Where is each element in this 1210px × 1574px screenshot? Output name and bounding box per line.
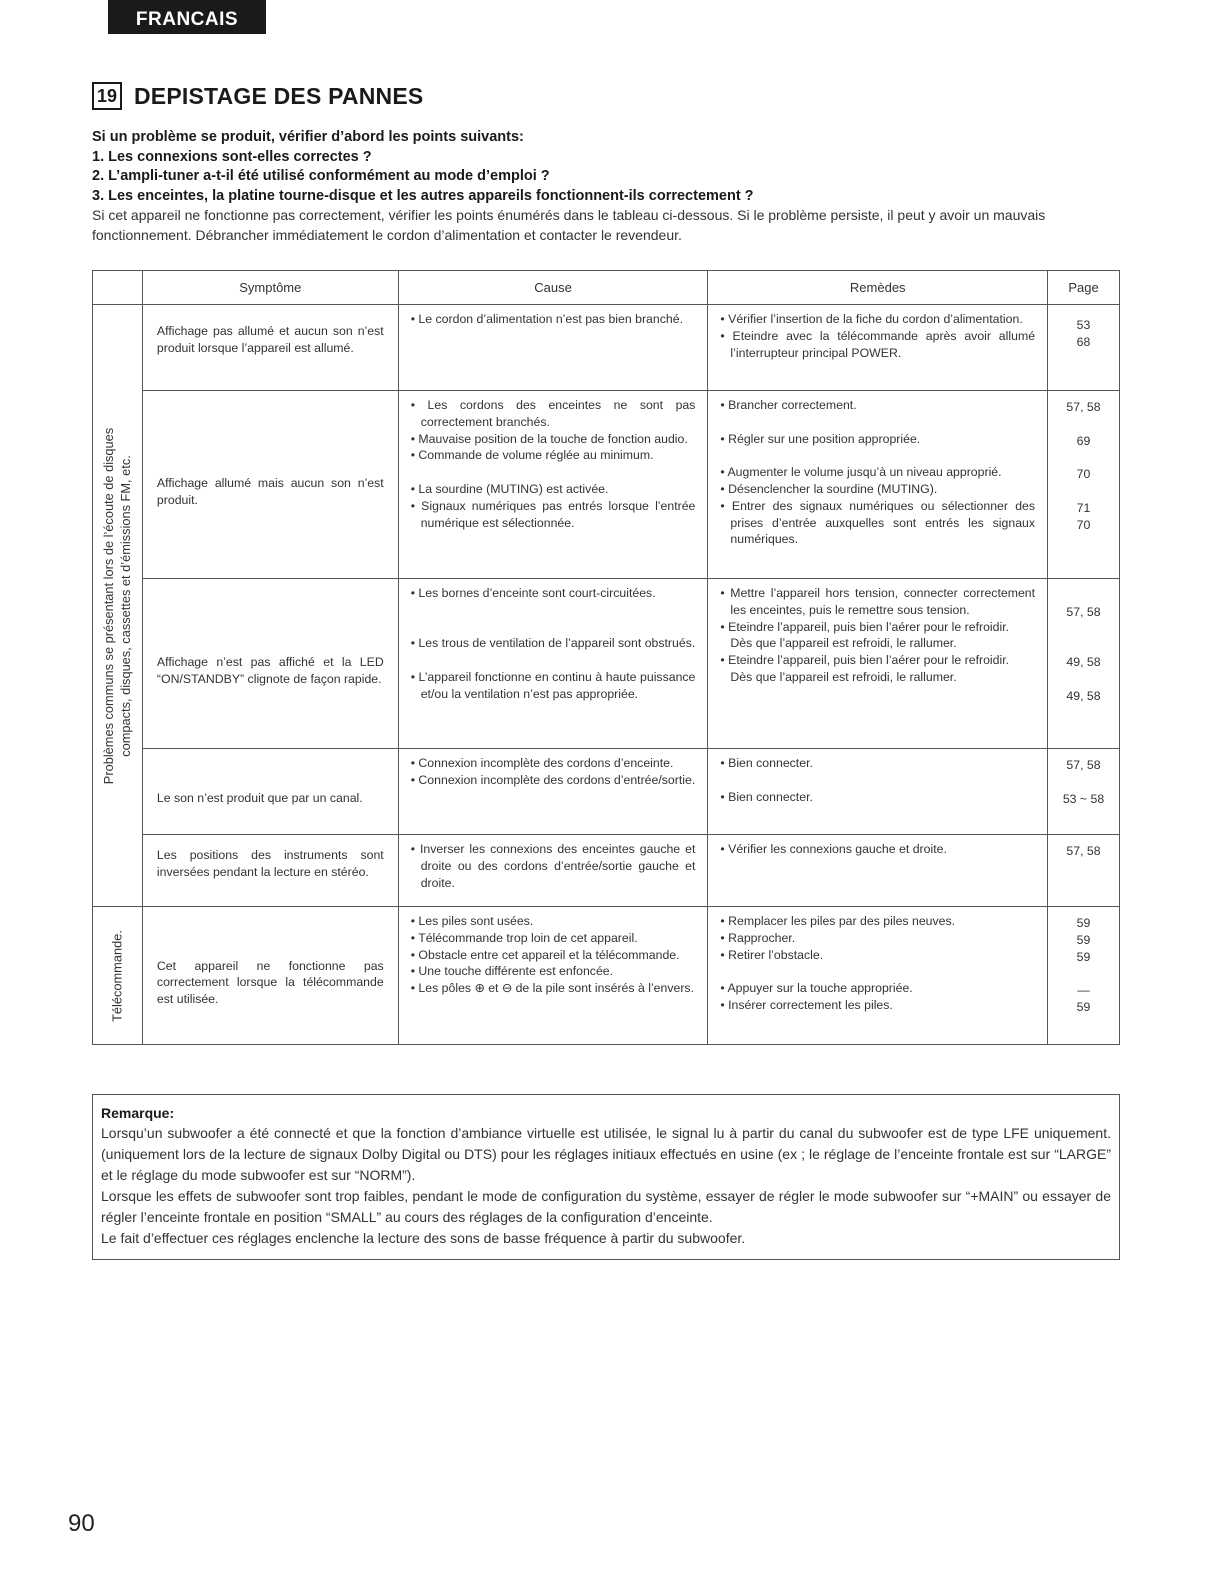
symptom-cell: Cet appareil ne fonctionne pas correctement lorsque la télécommande est utilisée. — [142, 907, 398, 1045]
table-row — [93, 907, 1120, 1045]
troubleshooting-table — [92, 270, 1120, 1045]
intro-lead: Si un problème se produit, vérifier d’abord les points suivants: — [92, 129, 524, 145]
page-cell — [1048, 579, 1120, 749]
category-common-line1: Problèmes communs se présentant lors de l’écoute de disques — [101, 427, 117, 784]
remedy-item: • Régler sur une position appropriée. — [720, 431, 921, 446]
page-number: 90 — [68, 1510, 95, 1537]
page-ref: 70 — [1076, 517, 1091, 532]
page-ref: 59 — [1076, 932, 1091, 947]
section-title: DEPISTAGE DES PANNES — [134, 82, 424, 109]
page-ref: 68 — [1076, 334, 1091, 349]
remedy-item: • Insérer correctement les piles. — [720, 997, 893, 1012]
cause-item: • Inverser les connexions des enceintes gauche et droite ou des cordons d’entrée/sortie gauche et droite. — [410, 842, 696, 890]
remedy-item: • Augmenter le volume jusqu’à un niveau approprié. — [720, 465, 1002, 480]
symptom-cell: Le son n’est produit que par un canal. — [142, 749, 398, 835]
remark-paragraph-2: Lorsque les effets de subwoofer sont trop faibles, pendant le mode de configuration du système, essayer de régler le mode subwoofer sur “+MAIN” ou essayer de régler l’enceinte frontale en position “SMALL” au cours des réglages de la configuration d’enceinte. — [101, 1188, 1111, 1225]
remark-paragraph-1: Lorsqu’un subwoofer a été connecté et que la fonction d’ambiance virtuelle est utilisée, le signal lu à partir du canal du subwoofer est de type LFE uniquement. (uniquement lors de la lecture de signaux Dolby Digital ou DTS) pour les réglages initiaux effectués en usine (ex ; le réglage de l’enceinte frontale est sur “LARGE” et le réglage du mode subwoofer est sur “NORM”). — [101, 1125, 1111, 1183]
cause-cell — [398, 391, 708, 579]
cause-item: • Une touche différente est enfoncée. — [410, 964, 614, 979]
page-ref: 57, 58 — [1066, 844, 1101, 858]
category-remote-label: Télécommande. — [109, 929, 125, 1022]
cause-item: • La sourdine (MUTING) est activée. — [410, 481, 609, 496]
remedy-item: • Vérifier les connexions gauche et droite. — [720, 842, 947, 856]
table-header-row — [93, 271, 1120, 305]
remedy-item: Dès que l’appareil est refroidi, le rallumer. — [730, 636, 957, 651]
symptom-cell: Affichage allumé mais aucun son n’est produit. — [142, 391, 398, 579]
page-ref: — — [1077, 983, 1090, 998]
page-ref: 49, 58 — [1066, 688, 1101, 703]
cause-item: • Connexion incomplète des cordons d’enceinte. — [410, 756, 674, 770]
page-ref: 69 — [1076, 433, 1091, 448]
cause-item: • Le cordon d’alimentation n’est pas bien branché. — [410, 312, 683, 326]
page-cell — [1048, 907, 1120, 1045]
remedy-cell — [708, 835, 1048, 907]
remedy-cell — [708, 391, 1048, 579]
remedy-item: • Appuyer sur la touche appropriée. — [720, 981, 913, 996]
table-row — [93, 749, 1120, 835]
page-ref: 70 — [1076, 467, 1091, 482]
header-category — [93, 271, 143, 305]
cause-item: • Mauvaise position de la touche de fonction audio. — [410, 431, 688, 446]
page-ref: 59 — [1076, 949, 1091, 964]
remedy-item: • Eteindre l’appareil, puis bien l’aérer pour le refroidir. — [720, 653, 1010, 668]
intro — [92, 128, 1122, 245]
page-ref: 71 — [1076, 500, 1091, 515]
cause-item: • Les bornes d’enceinte sont court-circuitées. — [410, 586, 656, 600]
remedy-item: • Rapprocher. — [720, 930, 796, 945]
page-ref: 57, 58 — [1066, 604, 1101, 619]
symptom-cell: Affichage n’est pas affiché et la LED “ON/STANDBY” clignote de façon rapide. — [142, 579, 398, 749]
intro-check-1: 1. Les connexions sont-elles correctes ? — [92, 148, 372, 165]
cause-cell — [398, 305, 708, 391]
table-row — [93, 391, 1120, 579]
remedy-item: • Mettre l’appareil hors tension, connecter correctement les enceintes, puis le remettre sous tension. — [720, 586, 1036, 617]
category-common — [93, 305, 143, 907]
remark-paragraph-3: Le fait d’effectuer ces réglages enclenche la lecture des sons de basse fréquence à partir du subwoofer. — [101, 1230, 746, 1246]
cause-cell — [398, 749, 708, 835]
header-remedy: Remèdes — [708, 271, 1048, 305]
cause-cell — [398, 907, 708, 1045]
remedy-item: • Entrer des signaux numériques ou sélectionner des prises d’entrée auxquelles sont entrés les signaux numériques. — [720, 498, 1036, 547]
cause-item: • Télécommande trop loin de cet appareil. — [410, 930, 638, 945]
page-cell — [1048, 305, 1120, 391]
remedy-item: • Bien connecter. — [720, 756, 813, 770]
remark-box — [92, 1094, 1120, 1260]
remedy-item: • Eteindre avec la télécommande après avoir allumé l’interrupteur principal POWER. — [720, 328, 1036, 360]
category-remote — [93, 907, 143, 1045]
remedy-item: • Retirer l’obstacle. — [720, 947, 824, 962]
cause-item: • Les piles sont usées. — [410, 914, 534, 928]
page-cell — [1048, 835, 1120, 907]
page-ref: 59 — [1076, 999, 1091, 1014]
language-tab: FRANCAIS — [108, 0, 266, 34]
section-heading — [92, 82, 423, 110]
page-ref: 57, 58 — [1066, 758, 1101, 772]
remedy-item: • Brancher correctement. — [720, 398, 857, 412]
page-ref: 53 — [1076, 318, 1091, 332]
cause-item: • Les trous de ventilation de l’appareil sont obstrués. — [410, 636, 696, 651]
symptom-cell: Les positions des instruments sont inversées pendant la lecture en stéréo. — [142, 835, 398, 907]
cause-item: • L’appareil fonctionne en continu à haute puissance et/ou la ventilation n’est pas appropriée. — [410, 669, 696, 701]
remark-title: Remarque: — [101, 1105, 175, 1121]
page-cell — [1048, 749, 1120, 835]
remedy-cell — [708, 579, 1048, 749]
remedy-cell — [708, 305, 1048, 391]
intro-check-3: 3. Les enceintes, la platine tourne-disque et les autres appareils fonctionnent-ils correctement ? — [92, 187, 754, 204]
remedy-cell — [708, 749, 1048, 835]
cause-cell — [398, 835, 708, 907]
page-ref: 57, 58 — [1066, 400, 1101, 414]
category-common-line2: compacts, disques, cassettes et d’émissions FM, etc. — [118, 454, 134, 757]
cause-cell — [398, 579, 708, 749]
intro-check-2: 2. L’ampli-tuner a-t-il été utilisé conformément au mode d’emploi ? — [92, 168, 550, 184]
remedy-item: • Vérifier l’insertion de la fiche du cordon d’alimentation. — [720, 312, 1023, 326]
header-page: Page — [1048, 271, 1120, 305]
page-cell — [1048, 391, 1120, 579]
page-ref: 59 — [1076, 916, 1091, 930]
cause-item: • Connexion incomplète des cordons d’entrée/sortie. — [410, 772, 696, 787]
cause-item: • Les pôles ⊕ et ⊖ de la pile sont insérés à l’envers. — [410, 981, 694, 996]
section-number: 19 — [92, 82, 122, 110]
cause-item: • Les cordons des enceintes ne sont pas correctement branchés. — [410, 398, 696, 429]
intro-paragraph: Si cet appareil ne fonctionne pas correctement, vérifier les points énumérés dans le tableau ci-dessous. Si le problème persiste, il peut y avoir un mauvais fonctionnement. Débrancher immédiatement le cordon d’alimentation et contacter le revendeur. — [92, 207, 1046, 243]
header-symptom: Symptôme — [142, 271, 398, 305]
cause-item: • Commande de volume réglée au minimum. — [410, 448, 654, 463]
remedy-item: • Bien connecter. — [720, 789, 813, 804]
table-row — [93, 305, 1120, 391]
page-ref: 49, 58 — [1066, 655, 1101, 670]
symptom-cell: Affichage pas allumé et aucun son n’est produit lorsque l’appareil est allumé. — [142, 305, 398, 391]
remedy-item: • Eteindre l’appareil, puis bien l’aérer pour le refroidir. — [720, 619, 1010, 634]
remedy-cell — [708, 907, 1048, 1045]
cause-item: • Obstacle entre cet appareil et la télécommande. — [410, 947, 680, 962]
remedy-item: Dès que l’appareil est refroidi, le rallumer. — [730, 669, 957, 684]
cause-item: • Signaux numériques pas entrés lorsque l’entrée numérique est sélectionnée. — [410, 498, 696, 530]
table-row — [93, 835, 1120, 907]
remedy-item: • Désenclencher la sourdine (MUTING). — [720, 481, 938, 496]
header-cause: Cause — [398, 271, 708, 305]
remedy-item: • Remplacer les piles par des piles neuves. — [720, 914, 956, 928]
page-ref: 53 ~ 58 — [1062, 791, 1105, 806]
table-row — [93, 579, 1120, 749]
